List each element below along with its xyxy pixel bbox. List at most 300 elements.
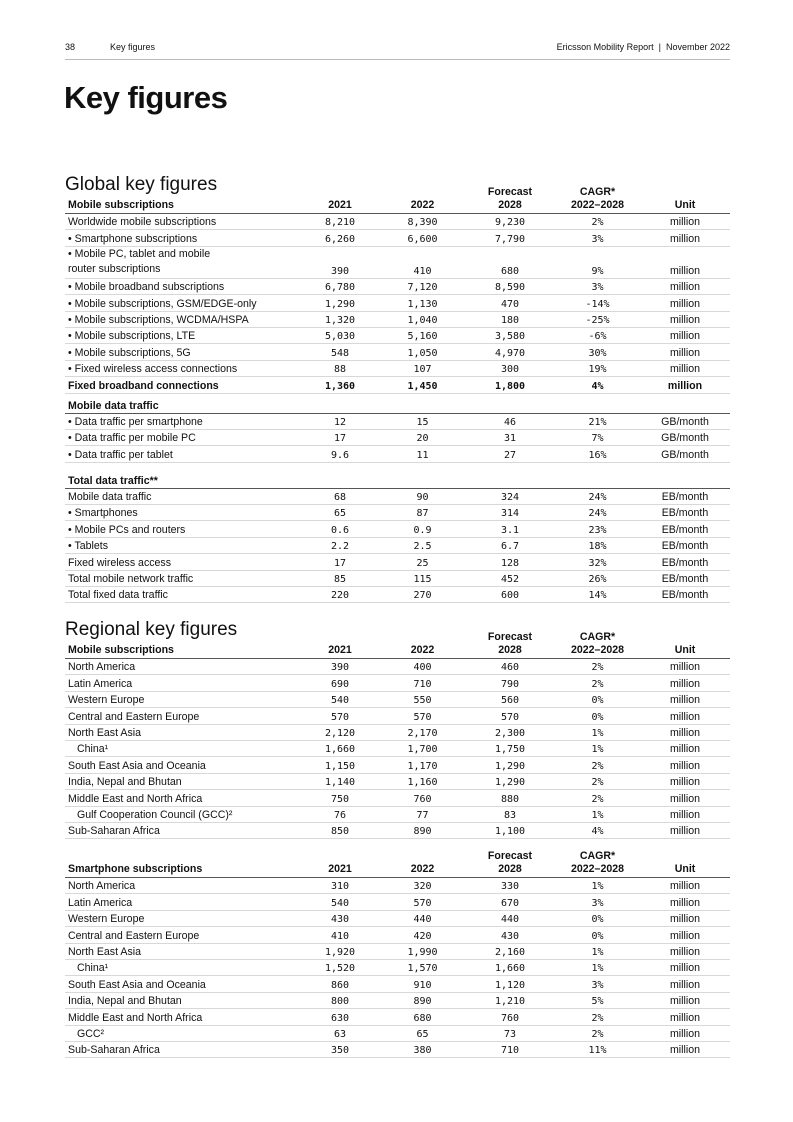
global-key-figures [65, 174, 730, 603]
cell-y2022: 440 [380, 910, 465, 926]
cell-y2021: 800 [300, 992, 380, 1008]
cell-y2021: 1,140 [300, 773, 380, 789]
cell-y2021: 390 [300, 246, 380, 278]
cell-y2022: 65 [380, 1025, 465, 1041]
cell-forecast: 1,660 [465, 959, 555, 975]
cell-cagr: 0% [555, 708, 640, 724]
cell-y2022: 570 [380, 708, 465, 724]
column-header-y2022: 2022 [380, 631, 465, 659]
cell-forecast: 1,210 [465, 992, 555, 1008]
cell-forecast: 2,300 [465, 724, 555, 740]
cell-unit: million [640, 659, 730, 675]
cell-cagr: 1% [555, 724, 640, 740]
cell-y2021: 1,520 [300, 959, 380, 975]
cell-cagr: 1% [555, 740, 640, 756]
cell-y2022: 1,570 [380, 959, 465, 975]
cell-cagr: 7% [555, 429, 640, 445]
cell-y2022: 1,160 [380, 773, 465, 789]
cell-y2022: 6,600 [380, 230, 465, 246]
column-header-y2022: 2022 [380, 850, 465, 878]
row-label: Total fixed data traffic [65, 587, 300, 603]
cell-cagr: 23% [555, 521, 640, 537]
column-header-cagr: CAGR* 2022–2028 [555, 186, 640, 214]
table-row [65, 413, 730, 429]
cell-cagr: 2% [555, 675, 640, 691]
cell-unit: EB/month [640, 570, 730, 586]
table-row [65, 959, 730, 975]
cell-unit: million [640, 959, 730, 975]
cell-y2021: 350 [300, 1041, 380, 1057]
cell-forecast: 1,750 [465, 740, 555, 756]
table-row [65, 488, 730, 504]
cell-forecast: 46 [465, 413, 555, 429]
cell-forecast: 314 [465, 505, 555, 521]
row-label: Fixed wireless access [65, 554, 300, 570]
row-label: China¹ [65, 959, 300, 975]
row-label: Middle East and North Africa [65, 1009, 300, 1025]
cell-unit: million [640, 806, 730, 822]
row-label: • Mobile subscriptions, LTE [65, 327, 300, 343]
row-label: Total mobile network traffic [65, 570, 300, 586]
row-label: India, Nepal and Bhutan [65, 992, 300, 1008]
cell-forecast: 760 [465, 1009, 555, 1025]
row-label: Latin America [65, 675, 300, 691]
cell-y2022: 710 [380, 675, 465, 691]
cell-y2022: 760 [380, 790, 465, 806]
table-row [65, 822, 730, 838]
column-header-y2022: 2022 [380, 186, 465, 214]
row-label: Central and Eastern Europe [65, 708, 300, 724]
cell-y2022: 5,160 [380, 327, 465, 343]
cell-cagr: 26% [555, 570, 640, 586]
cell-unit: million [640, 943, 730, 959]
table-row [65, 360, 730, 376]
cell-cagr: 3% [555, 976, 640, 992]
column-header-forecast: Forecast 2028 [465, 631, 555, 659]
table-row [65, 894, 730, 910]
cell-cagr: 18% [555, 537, 640, 553]
column-header: Mobile subscriptions [65, 186, 300, 214]
cell-y2021: 548 [300, 344, 380, 360]
cell-y2021: 0.6 [300, 521, 380, 537]
cell-forecast: 324 [465, 488, 555, 504]
table-row [65, 806, 730, 822]
row-label: China¹ [65, 740, 300, 756]
cell-cagr: 14% [555, 587, 640, 603]
cell-cagr: 24% [555, 488, 640, 504]
cell-cagr: -25% [555, 311, 640, 327]
table-row [65, 790, 730, 806]
cell-unit: million [640, 976, 730, 992]
page-title: Key figures [64, 80, 228, 115]
cell-forecast: 7,790 [465, 230, 555, 246]
cell-forecast: 9,230 [465, 214, 555, 230]
cell-cagr: 2% [555, 757, 640, 773]
cell-y2022: 107 [380, 360, 465, 376]
cell-forecast: 3,580 [465, 327, 555, 343]
table-row [65, 708, 730, 724]
cell-unit: EB/month [640, 554, 730, 570]
row-label: Sub-Saharan Africa [65, 822, 300, 838]
table-row [65, 327, 730, 343]
cell-forecast: 31 [465, 429, 555, 445]
cell-cagr: 19% [555, 360, 640, 376]
table-row [65, 554, 730, 570]
column-header-cagr: CAGR* 2022–2028 [555, 850, 640, 878]
cell-unit: million [640, 773, 730, 789]
cell-y2021: 220 [300, 587, 380, 603]
cell-unit: million [640, 992, 730, 1008]
column-header-unit: Unit [640, 631, 730, 659]
cell-y2022: 1,130 [380, 295, 465, 311]
table-row [65, 429, 730, 445]
cell-forecast: 83 [465, 806, 555, 822]
column-header-forecast: Forecast 2028 [465, 186, 555, 214]
cell-y2022: 320 [380, 878, 465, 894]
cell-y2022: 77 [380, 806, 465, 822]
cell-y2021: 430 [300, 910, 380, 926]
cell-y2021: 1,920 [300, 943, 380, 959]
cell-unit: million [640, 790, 730, 806]
cell-cagr: 16% [555, 446, 640, 462]
cell-y2021: 65 [300, 505, 380, 521]
cell-forecast: 430 [465, 927, 555, 943]
cell-unit: million [640, 724, 730, 740]
regional-smartphone-subscriptions [65, 850, 730, 1058]
cell-unit: EB/month [640, 505, 730, 521]
cell-cagr: 4% [555, 377, 640, 393]
table-row [65, 587, 730, 603]
page-header [65, 42, 730, 60]
cell-forecast: 880 [465, 790, 555, 806]
cell-y2022: 2.5 [380, 537, 465, 553]
table-row [65, 446, 730, 462]
key-figures-table [65, 631, 730, 839]
cell-y2022: 1,170 [380, 757, 465, 773]
cell-y2021: 850 [300, 822, 380, 838]
column-header: Smartphone subscriptions [65, 850, 300, 878]
cell-forecast: 452 [465, 570, 555, 586]
table-row [65, 976, 730, 992]
row-label: • Mobile PC, tablet and mobile router subscriptions [65, 246, 300, 278]
cell-unit: million [640, 230, 730, 246]
regional-mobile-subscriptions [65, 619, 730, 839]
key-figures-table [65, 850, 730, 1058]
cell-y2021: 410 [300, 927, 380, 943]
row-label: • Mobile subscriptions, WCDMA/HSPA [65, 311, 300, 327]
cell-unit: EB/month [640, 537, 730, 553]
row-label: Worldwide mobile subscriptions [65, 214, 300, 230]
cell-unit: million [640, 327, 730, 343]
column-header-y2021: 2021 [300, 186, 380, 214]
row-label: South East Asia and Oceania [65, 976, 300, 992]
cell-cagr: 2% [555, 773, 640, 789]
cell-y2022: 20 [380, 429, 465, 445]
cell-forecast: 128 [465, 554, 555, 570]
cell-forecast: 1,120 [465, 976, 555, 992]
row-label: Latin America [65, 894, 300, 910]
cell-cagr: 0% [555, 691, 640, 707]
cell-forecast: 570 [465, 708, 555, 724]
cell-unit: EB/month [640, 587, 730, 603]
cell-y2022: 7,120 [380, 278, 465, 294]
cell-forecast: 3.1 [465, 521, 555, 537]
cell-forecast: 560 [465, 691, 555, 707]
cell-unit: GB/month [640, 413, 730, 429]
row-label: Central and Eastern Europe [65, 927, 300, 943]
cell-forecast: 670 [465, 894, 555, 910]
row-label: • Tablets [65, 537, 300, 553]
table-row [65, 537, 730, 553]
cell-y2021: 12 [300, 413, 380, 429]
cell-y2022: 910 [380, 976, 465, 992]
column-header-forecast: Forecast 2028 [465, 850, 555, 878]
row-label: North America [65, 878, 300, 894]
cell-forecast: 440 [465, 910, 555, 926]
cell-y2022: 570 [380, 894, 465, 910]
cell-y2021: 540 [300, 894, 380, 910]
table-header [65, 850, 730, 878]
cell-cagr: 9% [555, 246, 640, 278]
table-row [65, 691, 730, 707]
column-header: Mobile subscriptions [65, 631, 300, 659]
cell-unit: million [640, 377, 730, 393]
cell-cagr: 5% [555, 992, 640, 1008]
row-label: South East Asia and Oceania [65, 757, 300, 773]
cell-cagr: 2% [555, 214, 640, 230]
table-row [65, 377, 730, 393]
cell-y2021: 1,660 [300, 740, 380, 756]
table-row [65, 1025, 730, 1041]
cell-unit: million [640, 246, 730, 278]
cell-unit: million [640, 757, 730, 773]
cell-unit: million [640, 344, 730, 360]
row-label: Gulf Cooperation Council (GCC)² [65, 806, 300, 822]
table-row [65, 740, 730, 756]
row-label: • Smartphones [65, 505, 300, 521]
cell-y2021: 570 [300, 708, 380, 724]
cell-unit: million [640, 910, 730, 926]
cell-unit: million [640, 311, 730, 327]
table-row [65, 724, 730, 740]
cell-forecast: 8,590 [465, 278, 555, 294]
cell-forecast: 470 [465, 295, 555, 311]
cell-cagr: 2% [555, 790, 640, 806]
row-label: • Smartphone subscriptions [65, 230, 300, 246]
cell-y2022: 400 [380, 659, 465, 675]
page-number: 38 [65, 42, 76, 52]
cell-y2021: 1,290 [300, 295, 380, 311]
cell-y2021: 17 [300, 429, 380, 445]
cell-cagr: 2% [555, 1025, 640, 1041]
cell-unit: GB/month [640, 429, 730, 445]
cell-unit: EB/month [640, 521, 730, 537]
cell-cagr: 1% [555, 943, 640, 959]
row-label: Mobile data traffic [65, 488, 300, 504]
cell-cagr: 0% [555, 927, 640, 943]
cell-y2022: 890 [380, 822, 465, 838]
table-row [65, 246, 730, 278]
row-label: India, Nepal and Bhutan [65, 773, 300, 789]
table-row [65, 773, 730, 789]
cell-y2021: 310 [300, 878, 380, 894]
cell-y2022: 1,040 [380, 311, 465, 327]
cell-y2022: 8,390 [380, 214, 465, 230]
cell-unit: million [640, 691, 730, 707]
cell-y2022: 550 [380, 691, 465, 707]
cell-forecast: 330 [465, 878, 555, 894]
row-label: Western Europe [65, 691, 300, 707]
cell-cagr: 2% [555, 1009, 640, 1025]
row-label: North America [65, 659, 300, 675]
cell-forecast: 600 [465, 587, 555, 603]
row-label: North East Asia [65, 943, 300, 959]
table-row [65, 757, 730, 773]
cell-y2022: 410 [380, 246, 465, 278]
cell-y2022: 15 [380, 413, 465, 429]
table-row [65, 311, 730, 327]
cell-cagr: 21% [555, 413, 640, 429]
section-name: Key figures [110, 42, 156, 52]
cell-unit: million [640, 675, 730, 691]
cell-forecast: 1,100 [465, 822, 555, 838]
cell-y2022: 1,990 [380, 943, 465, 959]
cell-y2021: 6,260 [300, 230, 380, 246]
table-row [65, 1041, 730, 1057]
cell-unit: million [640, 822, 730, 838]
cell-forecast: 1,290 [465, 773, 555, 789]
cell-forecast: 180 [465, 311, 555, 327]
cell-y2021: 2.2 [300, 537, 380, 553]
cell-cagr: 30% [555, 344, 640, 360]
table-row [65, 659, 730, 675]
cell-cagr: 11% [555, 1041, 640, 1057]
cell-y2021: 630 [300, 1009, 380, 1025]
table-row [65, 992, 730, 1008]
cell-y2022: 115 [380, 570, 465, 586]
subsection-label: Mobile data traffic [65, 393, 730, 413]
key-figures-table [65, 186, 730, 603]
cell-cagr: 1% [555, 878, 640, 894]
cell-forecast: 1,800 [465, 377, 555, 393]
cell-y2021: 540 [300, 691, 380, 707]
cell-forecast: 790 [465, 675, 555, 691]
cell-forecast: 680 [465, 246, 555, 278]
cell-cagr: 0% [555, 910, 640, 926]
row-label: • Data traffic per mobile PC [65, 429, 300, 445]
cell-cagr: 3% [555, 894, 640, 910]
row-label: • Mobile subscriptions, GSM/EDGE-only [65, 295, 300, 311]
cell-unit: million [640, 708, 730, 724]
cell-y2021: 390 [300, 659, 380, 675]
table-row [65, 1009, 730, 1025]
table-row [65, 278, 730, 294]
row-label: Sub-Saharan Africa [65, 1041, 300, 1057]
cell-y2021: 750 [300, 790, 380, 806]
cell-y2022: 90 [380, 488, 465, 504]
subsection-heading [65, 393, 730, 413]
cell-y2021: 63 [300, 1025, 380, 1041]
cell-y2021: 1,360 [300, 377, 380, 393]
row-label: Middle East and North Africa [65, 790, 300, 806]
cell-forecast: 710 [465, 1041, 555, 1057]
cell-unit: million [640, 295, 730, 311]
cell-y2022: 380 [380, 1041, 465, 1057]
row-label: • Mobile PCs and routers [65, 521, 300, 537]
cell-forecast: 6.7 [465, 537, 555, 553]
table-row [65, 675, 730, 691]
row-label: Western Europe [65, 910, 300, 926]
cell-unit: million [640, 894, 730, 910]
cell-unit: million [640, 1041, 730, 1057]
cell-forecast: 27 [465, 446, 555, 462]
row-label: • Data traffic per smartphone [65, 413, 300, 429]
cell-y2021: 88 [300, 360, 380, 376]
cell-y2022: 1,050 [380, 344, 465, 360]
cell-forecast: 4,970 [465, 344, 555, 360]
cell-y2021: 76 [300, 806, 380, 822]
publication-name: Ericsson Mobility Report | November 2022 [556, 42, 730, 52]
row-label: North East Asia [65, 724, 300, 740]
row-label: • Data traffic per tablet [65, 446, 300, 462]
row-label: • Mobile broadband subscriptions [65, 278, 300, 294]
row-label: GCC² [65, 1025, 300, 1041]
table-row [65, 943, 730, 959]
cell-y2022: 0.9 [380, 521, 465, 537]
cell-unit: million [640, 878, 730, 894]
cell-y2022: 2,170 [380, 724, 465, 740]
table-row [65, 505, 730, 521]
cell-y2021: 1,320 [300, 311, 380, 327]
table-row [65, 878, 730, 894]
cell-y2021: 2,120 [300, 724, 380, 740]
cell-y2022: 11 [380, 446, 465, 462]
table-row [65, 521, 730, 537]
cell-forecast: 1,290 [465, 757, 555, 773]
cell-cagr: 3% [555, 278, 640, 294]
column-header-y2021: 2021 [300, 850, 380, 878]
cell-y2022: 25 [380, 554, 465, 570]
cell-unit: GB/month [640, 446, 730, 462]
table-row [65, 927, 730, 943]
table-row [65, 214, 730, 230]
cell-y2021: 5,030 [300, 327, 380, 343]
subsection-heading [65, 468, 730, 488]
cell-y2022: 270 [380, 587, 465, 603]
subsection-label: Total data traffic** [65, 468, 730, 488]
cell-unit: million [640, 1025, 730, 1041]
section-title: Global key figures [65, 174, 218, 195]
table-row [65, 230, 730, 246]
cell-y2022: 420 [380, 927, 465, 943]
cell-y2021: 68 [300, 488, 380, 504]
cell-unit: million [640, 740, 730, 756]
cell-cagr: 1% [555, 959, 640, 975]
cell-y2021: 860 [300, 976, 380, 992]
cell-unit: million [640, 278, 730, 294]
cell-cagr: -6% [555, 327, 640, 343]
cell-y2021: 690 [300, 675, 380, 691]
cell-y2021: 9.6 [300, 446, 380, 462]
cell-y2021: 6,780 [300, 278, 380, 294]
cell-unit: million [640, 360, 730, 376]
column-header-unit: Unit [640, 186, 730, 214]
row-label: • Fixed wireless access connections [65, 360, 300, 376]
table-row [65, 295, 730, 311]
cell-y2021: 1,150 [300, 757, 380, 773]
cell-cagr: 2% [555, 659, 640, 675]
table-row [65, 344, 730, 360]
